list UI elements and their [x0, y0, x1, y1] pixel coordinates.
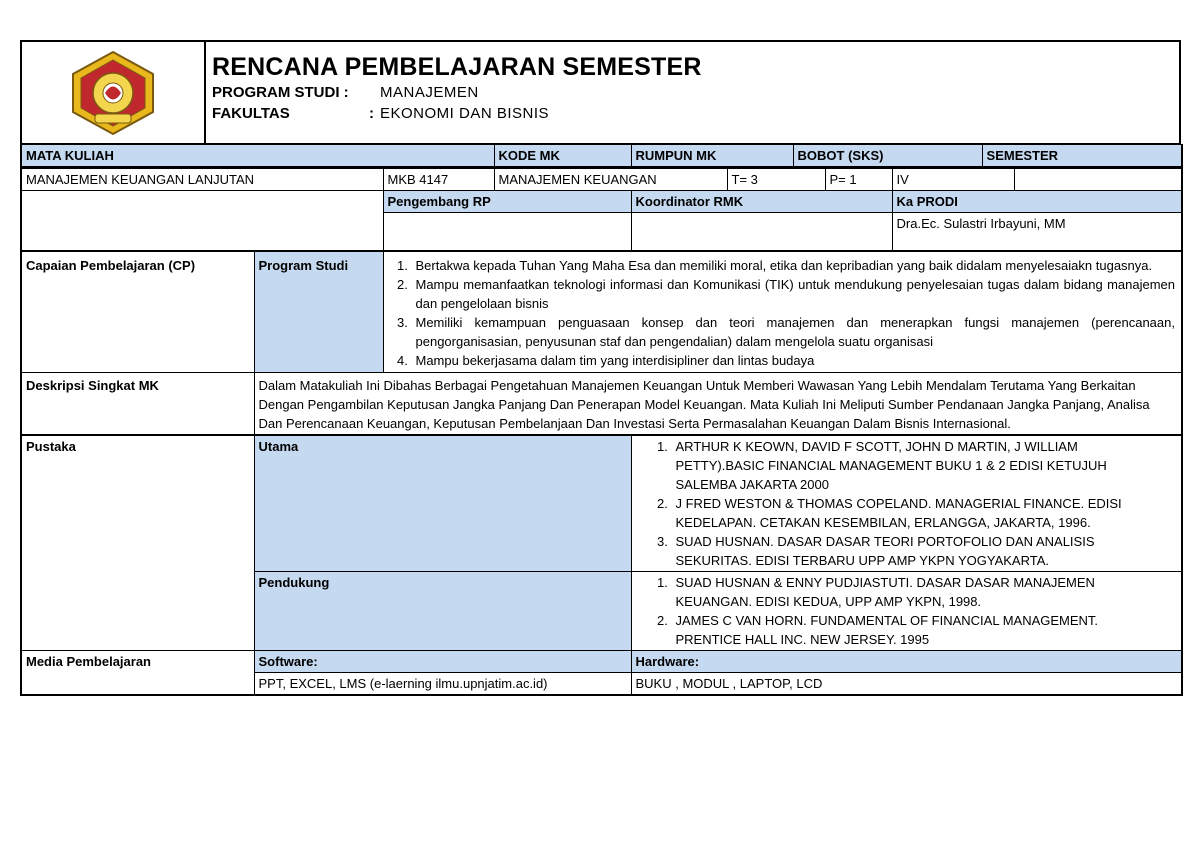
- cp-item: 4. Mampu bekerjasama dalam tim yang interdisipliner dan lintas budaya: [412, 351, 1176, 370]
- deskripsi-row: [21, 373, 1182, 435]
- course-semester: IV: [892, 169, 1014, 191]
- software-value: PPT, EXCEL, LMS (e-laerning ilmu.upnjatim.ac.id): [254, 673, 631, 696]
- pengembang-value: [383, 213, 631, 251]
- hardware-value: BUKU , MODUL , LAPTOP, LCD: [631, 673, 1182, 696]
- hdr-mata-kuliah: MATA KULIAH: [21, 145, 494, 168]
- utama-content: [631, 436, 1182, 572]
- cp-content: [383, 252, 1182, 373]
- media-label: Media Pembelajaran: [21, 651, 254, 696]
- cp-item: 1. Bertakwa kepada Tuhan Yang Maha Esa dan memiliki moral, etika dan kepribadian yang baik didalam menyelesaiakn tugasnya.: [412, 256, 1176, 275]
- cp-list: [388, 256, 1176, 370]
- course-name: MANAJEMEN KEUANGAN LANJUTAN: [21, 169, 383, 191]
- pendukung-label: Pendukung: [254, 572, 631, 651]
- kaprodi-label: Ka PRODI: [892, 191, 1182, 213]
- utama-item: 1. ARTHUR K KEOWN, DAVID F SCOTT, JOHN D MARTIN, J WILLIAM PETTY).BASIC FINANCIAL MANAGEMENT BUKU 1 & 2 EDISI KETUJUH SALEMBA JAKARTA 2000: [672, 437, 1162, 494]
- hdr-kode-mk: KODE MK: [494, 145, 631, 168]
- hardware-label: Hardware:: [631, 651, 1182, 673]
- document-title: RENCANA PEMBELAJARAN SEMESTER: [212, 53, 702, 81]
- program-value: MANAJEMEN: [380, 84, 479, 101]
- kaprodi-value: Dra.Ec. Sulastri Irbayuni, MM: [892, 213, 1182, 251]
- course-kode: MKB 4147: [383, 169, 494, 191]
- program-row: [212, 82, 702, 103]
- course-rumpun: MANAJEMEN KEUANGAN: [494, 169, 727, 191]
- program-label: PROGRAM STUDI :: [212, 84, 349, 101]
- title-block: [206, 42, 702, 143]
- pendukung-item: 2. JAMES C VAN HORN. FUNDAMENTAL OF FINANCIAL MANAGEMENT. PRENTICE HALL INC. NEW JERSEY. 1995: [672, 611, 1162, 649]
- course-row: [21, 169, 1182, 191]
- utama-list: [636, 437, 1162, 570]
- authorization-label-row: [21, 191, 1182, 213]
- utama-item: 2. J FRED WESTON & THOMAS COPELAND. MANAGERIAL FINANCE. EDISI KEDELAPAN. CETAKAN KESEMBILAN, ERLANGGA, JAKARTA, 1996.: [672, 494, 1162, 532]
- university-logo: [65, 50, 161, 136]
- course-direvisi: [1014, 169, 1182, 191]
- course-table: [20, 168, 1183, 251]
- faculty-row: [212, 103, 702, 124]
- software-label: Software:: [254, 651, 631, 673]
- hdr-semester: SEMESTER: [982, 145, 1182, 168]
- faculty-value: EKONOMI DAN BISNIS: [380, 105, 550, 122]
- course-empty-cell: [21, 191, 383, 251]
- course-p: P= 1: [825, 169, 892, 191]
- cp-row: [21, 252, 1182, 373]
- faculty-label: FAKULTAS: [212, 105, 290, 122]
- pustaka-table: [20, 435, 1183, 696]
- faculty-colon: :: [369, 105, 374, 122]
- cp-sub-label: Program Studi: [254, 252, 383, 373]
- cp-item: 3. Memiliki kemampuan penguasaan konsep dan teori manajemen dan menerapkan fungsi manajemen (perencanaan, pengorganisasian, penyusunan staf dan pengendalian) dalam mengelola suatu organisasi: [412, 313, 1176, 351]
- cp-table: [20, 251, 1183, 435]
- course-t: T= 3: [727, 169, 825, 191]
- pustaka-label: Pustaka: [21, 436, 254, 651]
- rps-document: [20, 40, 1181, 696]
- koordinator-label: Koordinator RMK: [631, 191, 892, 213]
- document-header: [20, 40, 1181, 144]
- cp-item: 2. Mampu memanfaatkan teknologi informasi dan Komunikasi (TIK) untuk mendukung penyelesaian tugas dalam bidang manajemen dan pengelolaan bisnis: [412, 275, 1176, 313]
- pendukung-item: 1. SUAD HUSNAN & ENNY PUDJIASTUTI. DASAR DASAR MANAJEMEN KEUANGAN. EDISI KEDUA, UPP AMP YKPN, 1998.: [672, 573, 1162, 611]
- logo-cell: [22, 42, 206, 143]
- hdr-rumpun-mk: RUMPUN MK: [631, 145, 793, 168]
- course-header-row: [21, 145, 1182, 168]
- hdr-bobot: BOBOT (SKS): [793, 145, 982, 168]
- pengembang-label: Pengembang RP: [383, 191, 631, 213]
- faculty-label-wrap: [212, 103, 380, 124]
- utama-label: Utama: [254, 436, 631, 572]
- pendukung-list: [636, 573, 1162, 649]
- rps-table: [20, 144, 1183, 168]
- deskripsi-text: Dalam Matakuliah Ini Dibahas Berbagai Pengetahuan Manajemen Keuangan Untuk Memberi Wawasan Yang Lebih Mendalam Terutama Yang Berkaitan Dengan Pengambilan Keputusan Jangka Panjang Dan Penerapan Model Keuangan. Mata Kuliah Ini Meliputi Sumber Pendanaan Jangka Panjang, Analisa Dan Perencanaan Keuangan, Keputusan Pembelanjaan Dan Investasi Serta Permasalahan Keuangan Dalam Bisnis Internasional.: [254, 373, 1182, 435]
- deskripsi-label: Deskripsi Singkat MK: [21, 373, 254, 435]
- cp-label: Capaian Pembelajaran (CP): [21, 252, 254, 373]
- koordinator-value: [631, 213, 892, 251]
- media-label-row: [21, 651, 1182, 673]
- utama-item: 3. SUAD HUSNAN. DASAR DASAR TEORI PORTOFOLIO DAN ANALISIS SEKURITAS. EDISI TERBARU UPP AMP YKPN YOGYAKARTA.: [672, 532, 1162, 570]
- pustaka-utama-row: [21, 436, 1182, 572]
- pendukung-content: [631, 572, 1182, 651]
